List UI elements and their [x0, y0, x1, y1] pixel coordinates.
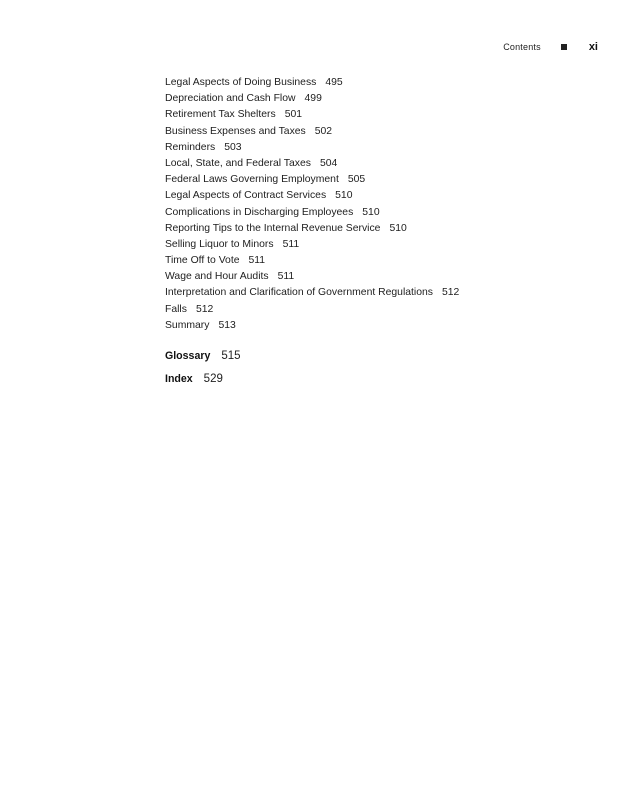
toc-entry: [165, 318, 459, 334]
back-matter-entry-index: [165, 368, 241, 391]
toc-entry-title: Federal Laws Governing Employment: [165, 174, 339, 186]
toc-entry-page: 504: [319, 157, 338, 169]
running-head: [503, 40, 598, 54]
toc-entry-title: Falls: [165, 303, 187, 315]
toc-entry-page: 510: [389, 222, 407, 234]
toc-entry: [165, 124, 459, 140]
toc-entry-title: Selling Liquor to Minors: [165, 238, 274, 250]
toc-entry-title: Legal Aspects of Doing Business: [165, 77, 317, 88]
toc-entry-title: Wage and Hour Audits: [165, 271, 269, 283]
toc-entry: [165, 156, 459, 172]
toc-entry: [165, 253, 459, 269]
back-matter-entry-glossary: [165, 345, 241, 368]
toc-entry: [165, 107, 459, 123]
toc-entry-page: 510: [335, 190, 353, 202]
toc-entry-title: Time Off to Vote: [165, 255, 240, 267]
toc-entry-title: Summary: [165, 319, 210, 331]
back-matter-page: 515: [221, 350, 241, 362]
toc-entry-page: 499: [304, 93, 322, 105]
toc-entry: [165, 75, 459, 91]
toc-entry: [165, 205, 459, 221]
page-number: xi: [588, 41, 598, 53]
toc-entry: [165, 140, 459, 156]
toc-entry: [165, 285, 459, 301]
toc-list: [165, 75, 459, 334]
toc-entry-page: 510: [362, 206, 380, 218]
toc-entry-title: Interpretation and Clarification of Government Regulations: [165, 287, 433, 299]
back-matter-page: 529: [203, 373, 223, 385]
toc-entry-title: Reminders: [165, 141, 216, 153]
toc-entry-page: 502: [314, 125, 333, 137]
running-head-section: Contents: [503, 42, 541, 52]
toc-entry-title: Retirement Tax Shelters: [165, 109, 276, 121]
toc-entry-title: Reporting Tips to the Internal Revenue Service: [165, 222, 381, 234]
toc-entry-page: 511: [277, 271, 295, 283]
toc-entry-title: Local, State, and Federal Taxes: [165, 157, 311, 169]
toc-entry-title: Complications in Discharging Employees: [165, 206, 354, 218]
toc-entry-page: 512: [442, 287, 460, 299]
toc-entry-title: Business Expenses and Taxes: [165, 125, 306, 137]
toc-entry-page: 501: [284, 109, 303, 121]
toc-entry-page: 512: [195, 303, 214, 315]
toc-entry-page: 505: [347, 174, 366, 186]
back-matter: [165, 345, 241, 391]
toc-entry: [165, 91, 459, 107]
toc-entry-page: 511: [248, 255, 266, 267]
toc-entry-page: 513: [218, 319, 236, 331]
toc-entry: [165, 172, 459, 188]
square-bullet-icon: [561, 44, 567, 50]
toc-entry: [165, 237, 459, 253]
toc-entry-page: 511: [282, 238, 300, 250]
back-matter-title: Glossary: [165, 350, 211, 362]
toc-entry: [165, 269, 459, 285]
toc-entry: [165, 221, 459, 237]
toc-entry-title: Legal Aspects of Contract Services: [165, 190, 327, 202]
toc-entry-title: Depreciation and Cash Flow: [165, 93, 296, 105]
back-matter-title: Index: [165, 373, 193, 385]
toc-entry: [165, 302, 459, 318]
toc-entry: [165, 188, 459, 204]
toc-entry-page: 503: [224, 141, 242, 153]
toc-entry-page: 495: [325, 77, 343, 88]
